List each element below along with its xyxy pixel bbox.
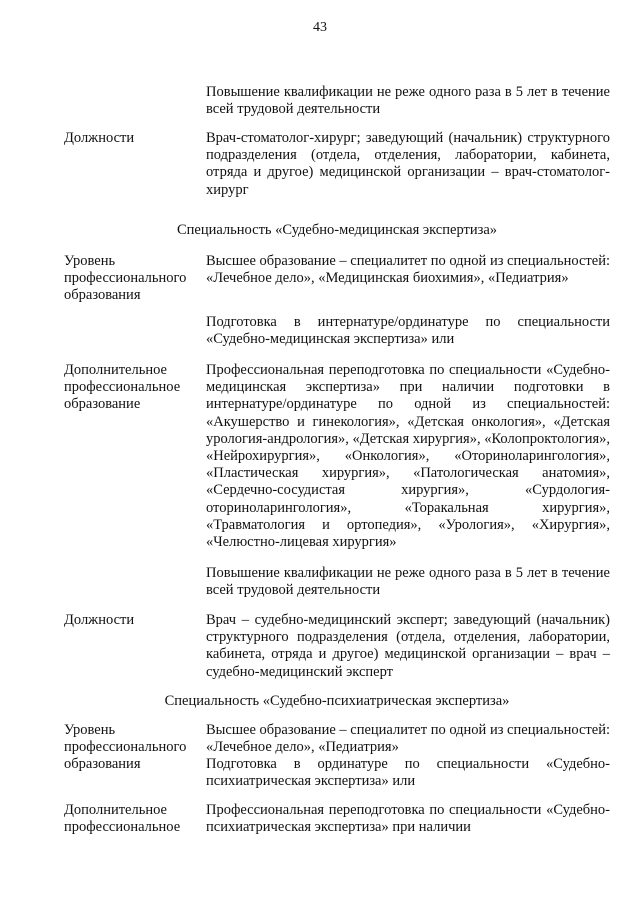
positions-label: Должности bbox=[64, 130, 135, 146]
qualification-text: Повышение квалификации не реже одного раза в 5 лет в течение всей трудовой деятельности bbox=[206, 565, 610, 599]
additional-education-text: Профессиональная переподготовка по специальности «Судебно-медицинская экспертиза» при наличии подготовки в интернатуре/ординатуре по одной из специальностей: «Акушерство и гинекология», «Детская онкология», «Детская урология-андрология», «Детская хирургия», «Колопроктология», «Нейрохирургия», «Онкология», «Оториноларингология», «Пластическая хирургия», «Патологическая анатомия», «Сердечно-сосудистая хирургия», «Сурдология-оториноларингология», «Торакальная хирургия», «Травматология и ортопедия», «Урология», «Хирургия», «Челюстно-лицевая хирургия» bbox=[206, 362, 610, 551]
qualification-block-1 bbox=[64, 84, 610, 118]
training-row-2 bbox=[64, 756, 610, 790]
additional-education-row-2 bbox=[64, 802, 610, 836]
additional-education-label: Дополнительное профессиональное bbox=[64, 802, 181, 836]
training-text: Подготовка в интернатуре/ординатуре по специальности «Судебно-медицинская экспертиза» или bbox=[206, 314, 610, 348]
specialty-heading-1: Специальность «Судебно-медицинская экспертиза» bbox=[176, 222, 498, 238]
qualification-row-2 bbox=[64, 565, 610, 599]
training-text: Подготовка в ординатуре по специальности «Судебно-психиатрическая экспертиза» или bbox=[206, 756, 610, 790]
education-label: Уровень профессионального образования bbox=[64, 253, 187, 304]
positions-label: Должности bbox=[64, 612, 135, 628]
qualification-text: Повышение квалификации не реже одного раза в 5 лет в течение всей трудовой деятельности bbox=[206, 84, 610, 118]
positions-text: Врач – судебно-медицинский эксперт; заведующий (начальник) структурного подразделения (отдела, отделения, лаборатории, кабинета, отряда и другое) медицинской организации – врач – судебно-медицинский эксперт bbox=[206, 612, 610, 680]
specialty-heading-2: Специальность «Судебно-психиатрическая экспертиза» bbox=[164, 693, 510, 709]
additional-education-row-1 bbox=[64, 362, 610, 551]
page-number: 43 bbox=[313, 20, 327, 35]
training-row-1 bbox=[64, 314, 610, 348]
additional-education-text: Профессиональная переподготовка по специальности «Судебно-психиатрическая экспертиза» при наличии bbox=[206, 802, 610, 836]
positions-row-2 bbox=[64, 612, 610, 681]
positions-row-1 bbox=[64, 130, 610, 199]
education-text: Высшее образование – специалитет по одной из специальностей: «Лечебное дело», «Медицинская биохимия», «Педиатрия» bbox=[206, 253, 610, 287]
education-label: Уровень профессионального образования bbox=[64, 722, 187, 773]
additional-education-label: Дополнительное профессиональное образование bbox=[64, 362, 181, 413]
education-text: Высшее образование – специалитет по одной из специальностей: «Лечебное дело», «Педиатрия» bbox=[206, 722, 610, 756]
positions-text: Врач-стоматолог-хирург; заведующий (начальник) структурного подразделения (отдела, отделения, лаборатории, кабинета, отряда и другое) медицинской организации – врач-стоматолог-хирург bbox=[206, 130, 610, 198]
education-row-1 bbox=[64, 253, 610, 304]
